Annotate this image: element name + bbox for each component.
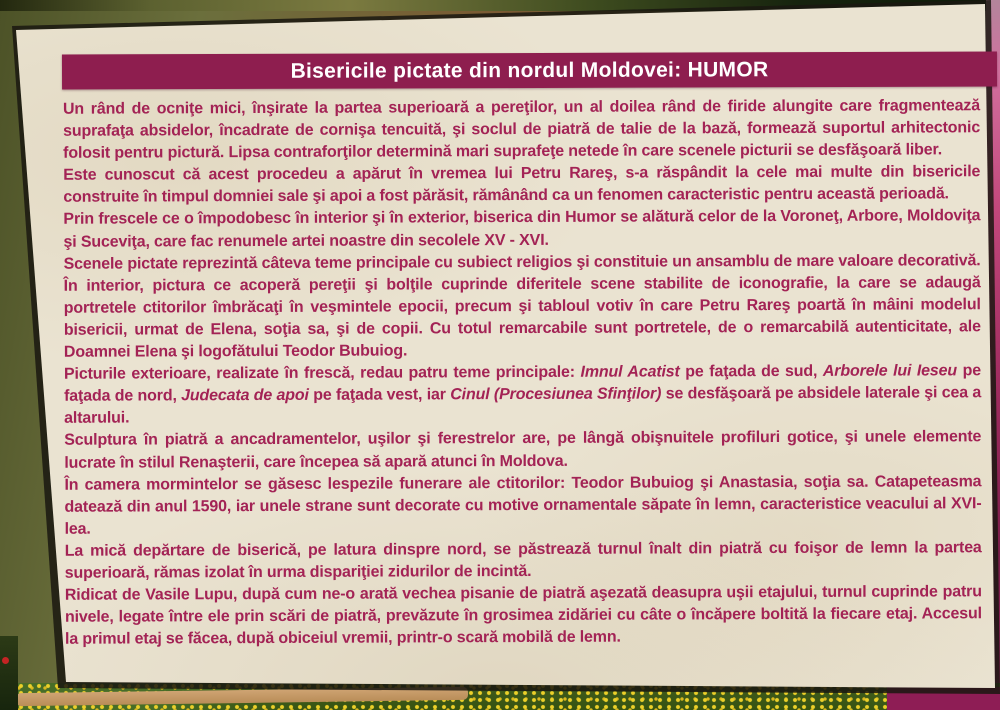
paragraph [64, 471, 981, 541]
paragraph [65, 581, 982, 651]
paragraph [65, 537, 982, 585]
text-segment: Sculptura în piatră a ancadramentelor, uşilor şi ferestrelor are, pe lângă obişnuitele profiluri gotice, şi unele elemente lucrate în stilul Renaşterii, care începea să apară atunci în Moldova. [64, 428, 982, 472]
text-segment: Este cunoscut că acest procedeu a apărut în vremea lui Petru Rareş, s-a răspândit la cele mai multe din bisericile construite în timpul domniei sale şi apoi a fost părăsit, rămânând ca un fenomen caracteristic pentru această perioadă. [63, 163, 981, 207]
text-segment: se desfăşoară pe absidele laterale şi cea a altarului. [64, 384, 982, 428]
text-segment: Scenele pictate reprezintă câteva teme principale cu subiect religios şi constituie un ansamblu de mare valoare decorativă. În interior, pictura ce acoperă pereţii şi bolţile cuprinde diferitele scene stabilite de iconografie, la care se adaugă portretele ctitorilor îmbrăcaţi în veşmintele epocii, precum şi tabloul votiv în care Petru Rareş poartă în mâini modelul bisericii, urmat de Elena, soţia sa, şi de copii. Cu totul remarcabile sunt portretele, de o remarcabilă autenticitate, ale Doamnei Elena şi logofătului Teodor Bubuiog. [63, 251, 981, 361]
poppy-flower [2, 657, 9, 664]
text-segment: În camera mormintelor se găsesc lespezile funerare ale ctitorilor: Teodor Bubuiog şi Anastasia, soţia sa. Catapeteasma datează din anul 1590, iar unele strane sunt decorate cu motive ornamentale săpate în lemn, caracteristice veacului al XVI-lea. [64, 472, 982, 538]
text-segment: La mică depărtare de biserică, pe latura dinspre nord, se păstrează turnul înalt din piatră cu foişor de lemn la partea superioară, rămas izolat în urma dispariţiei zidurilor de incintă. [64, 539, 982, 582]
paragraph [64, 427, 981, 475]
text-segment: Picturile exterioare, realizate în frescă, redau patru teme principale: [63, 363, 581, 383]
text-segment: Prin frescele ce o împodobesc în interior şi în exterior, biserica din Humor se alătură celor de la Voroneţ, Arbore, Moldoviţa şi Suceviţa, care fac renumele artei noastre din secolele XV - XVI. [63, 207, 981, 251]
page-title: Bisericile pictate din nordul Moldovei: HUMOR [290, 57, 769, 83]
title-bar [62, 52, 997, 90]
background-photo-left-corner [0, 636, 18, 710]
text-segment: pe faţada vest, iar [308, 386, 451, 405]
text-segment: Un rând de ocniţe mici, înşirate la partea superioară a pereţilor, un al doilea rând de firide alungite care fragmentează suprafaţa absidelor, încadrate de cornişa tencuită, şi soclul de piatră de talie de la bază, formează suportul arhitectonic folosit pentru pictură. Lipsa contraforţilor determină mari suprafeţe netede în care scenele picturii se desfăşoară liber. [62, 97, 981, 162]
text-segment: pe faţada de sud, [679, 362, 823, 381]
italic-text-segment: Arborele lui Ieseu [822, 362, 958, 380]
paragraph [63, 162, 980, 210]
paragraph [64, 360, 981, 430]
text-segment: Ridicat de Vasile Lupu, după cum ne-o arată vechea pisanie de piatră aşezată deasupra uşii etajului, turnul cuprinde patru nivele, legate între ele prin scări de piatră, prevăzute în grosimea zidăriei cu câte o încăpere boltită la fiecare etaj. Accesul la primul etaj se făcea, după obiceiul vremii, printr-o scară mobilă de lemn. [64, 583, 982, 649]
paragraph [63, 95, 980, 165]
text-segment: pe faţada de nord, [64, 362, 981, 405]
italic-text-segment: Imnul Acatist [580, 363, 680, 381]
paragraph [64, 250, 981, 364]
italic-text-segment: Cinul (Procesiunea Sfinţilor) [450, 385, 662, 404]
paragraph [63, 206, 980, 254]
italic-text-segment: Judecata de apoi [181, 387, 309, 405]
article-text [63, 95, 982, 651]
